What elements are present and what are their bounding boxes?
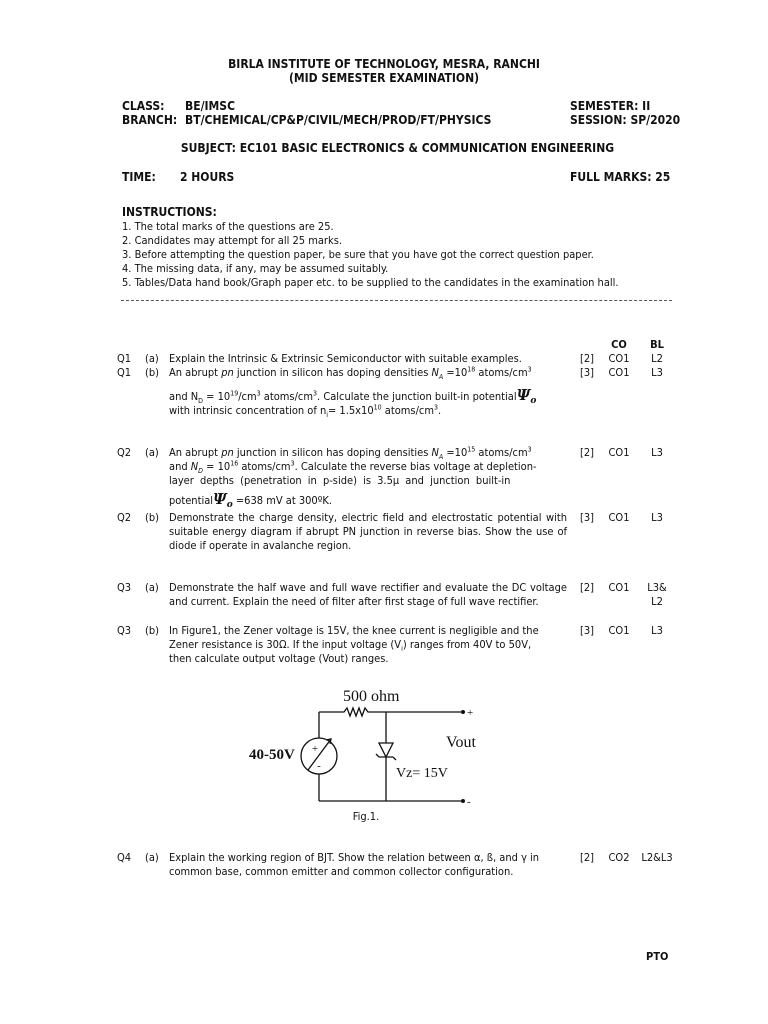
psi-symbol: Ψ bbox=[213, 490, 227, 508]
figure-caption: Fig.1. bbox=[352, 810, 380, 823]
question-co: CO1 bbox=[608, 352, 630, 365]
instruction-item: 4. The missing data, if any, may be assumed suitably. bbox=[122, 262, 389, 275]
pto-label: PTO bbox=[646, 950, 669, 963]
output-plus-sign: + bbox=[467, 707, 474, 719]
output-minus-sign: - bbox=[467, 796, 471, 808]
question-number: Q3 bbox=[117, 624, 132, 637]
question-marks: [2] bbox=[579, 446, 595, 459]
question-text-line: potentialΨ$_o$ =638 mV at 300ºK. bbox=[169, 490, 333, 511]
time-label: TIME: bbox=[122, 170, 156, 184]
branch-value: BT/CHEMICAL/CP&P/CIVIL/MECH/PROD/FT/PHYSICS bbox=[185, 113, 492, 127]
question-part: (b) bbox=[145, 624, 160, 637]
question-text: Demonstrate the half wave and full wave rectifier and evaluate the DC voltage and current. Explain the need of filter after first stage of full wave rectifier. bbox=[169, 581, 567, 608]
question-text: Explain the Intrinsic & Extrinsic Semiconductor with suitable examples. bbox=[169, 352, 522, 365]
instruction-item: 3. Before attempting the question paper, be sure that you have got the correct question paper. bbox=[122, 248, 594, 261]
question-text-line: Zener resistance is 30Ω. If the input voltage $(V_i)$ ranges from 40V to 50V, bbox=[169, 638, 532, 654]
vout-label: Vout bbox=[446, 734, 476, 751]
question-part: (a) bbox=[145, 446, 159, 459]
question-bl: L3 bbox=[651, 511, 663, 524]
question-text-line: and $N_D = 10^{16}$ atoms/$cm^3$. Calculate the reverse bias voltage at depletion- bbox=[169, 459, 537, 476]
question-number: Q1 bbox=[117, 366, 132, 379]
question-bl: L3 bbox=[651, 366, 663, 379]
question-text-line: An abrupt pn junction in silicon has doping densities $N_A =10^{15}$ atoms/$cm^3$ bbox=[169, 445, 532, 462]
question-co: CO1 bbox=[608, 624, 630, 637]
question-text-line: with intrinsic concentration of $n_i= 1.5x10^{10}$ atoms/$cm^3$. bbox=[169, 403, 442, 420]
question-part: (a) bbox=[145, 851, 159, 864]
source-minus-sign: - bbox=[317, 760, 321, 772]
full-marks: FULL MARKS: 25 bbox=[570, 170, 671, 184]
question-marks: [3] bbox=[579, 624, 595, 637]
exam-title: (MID SEMESTER EXAMINATION) bbox=[288, 71, 480, 85]
resistor-label: 500 ohm bbox=[343, 688, 400, 705]
question-text-line: then calculate output voltage (Vout) ranges. bbox=[169, 652, 389, 665]
subject: SUBJECT: EC101 BASIC ELECTRONICS & COMMUNICATION ENGINEERING bbox=[180, 141, 615, 155]
question-text-line: An abrupt pn junction in silicon has doping densities $N_A =10^{18}$ atoms/$cm^3$ bbox=[169, 365, 532, 382]
source-plus-sign: + bbox=[311, 743, 319, 755]
co-column-header: CO bbox=[611, 338, 627, 351]
question-number: Q3 bbox=[117, 581, 132, 594]
question-number: Q4 bbox=[117, 851, 132, 864]
question-part: (a) bbox=[145, 581, 159, 594]
instruction-item: 1. The total marks of the questions are 25. bbox=[122, 220, 334, 233]
instructions-list bbox=[122, 220, 682, 290]
question-bl: L3 bbox=[651, 624, 663, 637]
question-part: (b) bbox=[145, 366, 160, 379]
question-text-line: In Figure1, the Zener voltage is 15V, the knee current is negligible and the bbox=[169, 624, 539, 637]
question-marks: [2] bbox=[579, 352, 595, 365]
question-part: (a) bbox=[145, 352, 159, 365]
time-value: 2 HOURS bbox=[180, 170, 235, 184]
question-co: CO1 bbox=[608, 366, 630, 379]
question-bl: L3 bbox=[651, 446, 663, 459]
question-number: Q1 bbox=[117, 352, 132, 365]
question-bl: L2 bbox=[651, 352, 663, 365]
question-number: Q2 bbox=[117, 511, 132, 524]
instruction-item: 2. Candidates may attempt for all 25 marks. bbox=[122, 234, 343, 247]
institute-name: BIRLA INSTITUTE OF TECHNOLOGY, MESRA, RANCHI bbox=[228, 57, 540, 71]
question-number: Q2 bbox=[117, 446, 132, 459]
zener-voltage-label: Vz= 15V bbox=[396, 766, 448, 781]
class-label: CLASS: bbox=[122, 99, 165, 113]
instructions-title: INSTRUCTIONS: bbox=[122, 205, 217, 219]
question-bl: L3& L2 bbox=[647, 581, 667, 608]
question-marks: [2] bbox=[579, 581, 595, 594]
session: SESSION: SP/2020 bbox=[570, 113, 681, 127]
question-co: CO1 bbox=[608, 581, 630, 594]
question-text-line: layer depths (penetration in p-side) is 3.5µ and junction built-in bbox=[169, 474, 511, 487]
question-part: (b) bbox=[145, 511, 160, 524]
separator-line bbox=[121, 300, 672, 301]
figure-zener-circuit bbox=[240, 680, 500, 810]
question-co: CO2 bbox=[608, 851, 630, 864]
class-value: BE/IMSC bbox=[185, 99, 236, 113]
question-text-line: and $N_D = 10^{19}/cm^3$ atoms/$cm^3$. Calculate the junction built-in potentialΨ$_o$ bbox=[169, 386, 537, 407]
question-marks: [3] bbox=[579, 511, 595, 524]
question-text: Explain the working region of BJT. Show the relation between α, ß, and γ in common base, common emitter and common collector configuration. bbox=[169, 851, 540, 878]
question-text: Demonstrate the charge density, electric field and electrostatic potential with suitable energy diagram if abrupt PN junction in reverse bias. Show the use of diode if operate in avalanche region. bbox=[169, 511, 567, 552]
semester: SEMESTER: II bbox=[570, 99, 651, 113]
question-co: CO1 bbox=[608, 446, 630, 459]
bl-column-header: BL bbox=[650, 338, 664, 351]
question-bl: L2&L3 bbox=[641, 851, 673, 864]
instruction-item: 5. Tables/Data hand book/Graph paper etc. to be supplied to the candidates in the examination hall. bbox=[122, 276, 619, 289]
source-voltage-label: 40-50V bbox=[249, 747, 295, 763]
zener-diode-icon bbox=[379, 743, 393, 757]
output-terminal-minus bbox=[461, 799, 465, 803]
branch-label: BRANCH: bbox=[122, 113, 178, 127]
resistor-500ohm bbox=[319, 708, 463, 716]
question-co: CO1 bbox=[608, 511, 630, 524]
question-marks: [3] bbox=[579, 366, 595, 379]
psi-symbol: Ψ bbox=[516, 386, 531, 404]
question-marks: [2] bbox=[579, 851, 595, 864]
output-terminal-plus bbox=[461, 710, 465, 714]
